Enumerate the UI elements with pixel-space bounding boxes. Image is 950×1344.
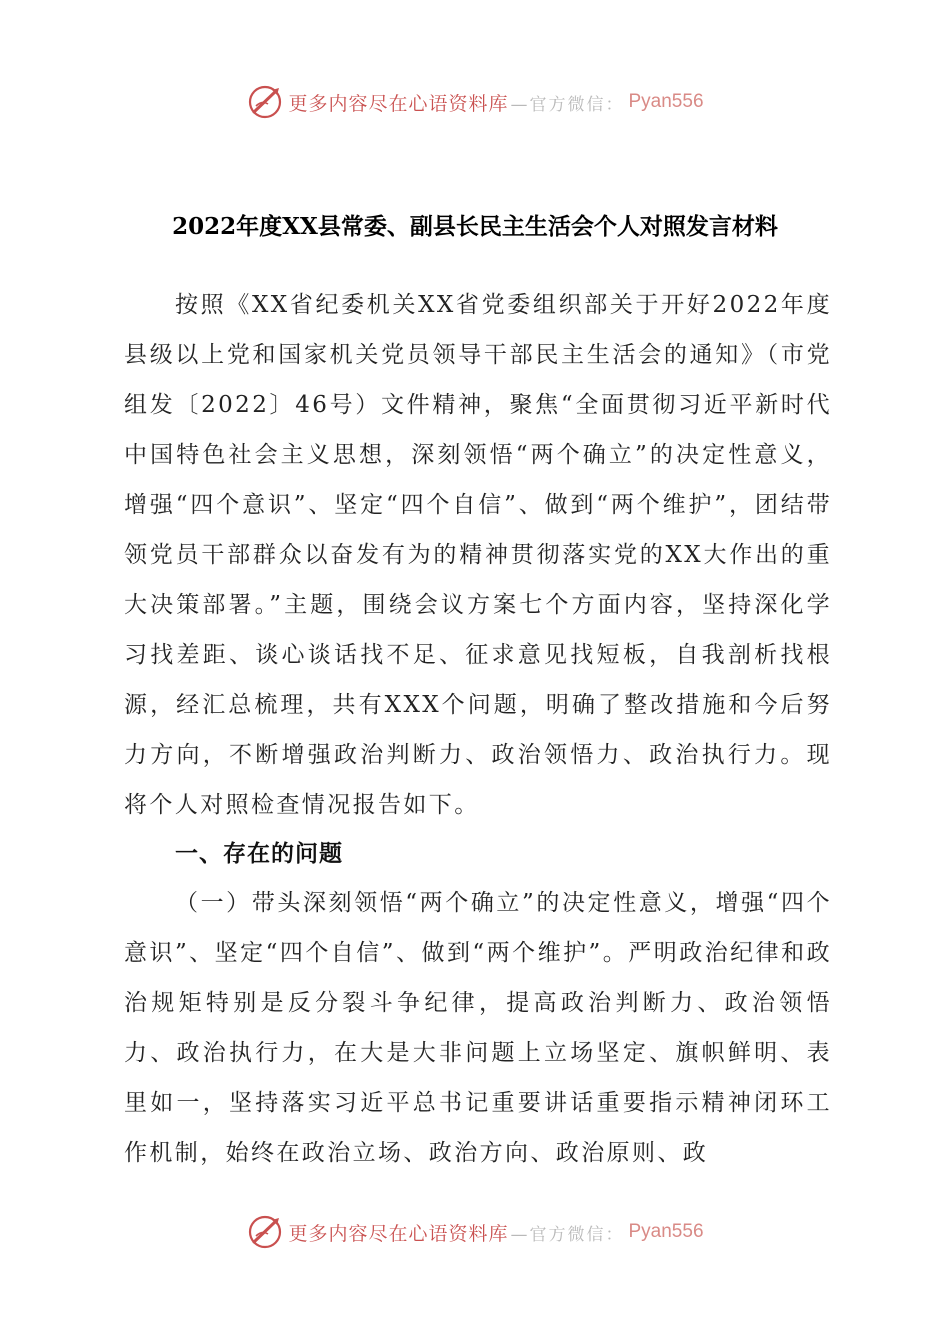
header-watermark — [0, 82, 950, 122]
watermark-wechat-id: Pyan556 — [628, 1221, 704, 1242]
watermark-text: 更多内容尽在心语资料库 — [288, 1222, 509, 1245]
intro-paragraph: 按照《XX省纪委机关XX省党委组织部关于开好2022年度县级以上党和国家机关党员领导干部民主生活会的通知》（市党组发〔2022〕46号）文件精神，聚焦“全面贯彻习近平新时代中国特色社会主义思想，深刻领悟“两个确立”的决定性意义，增强“四个意识”、坚定“四个自信”、做到“两个维护”，团结带领党员干部群众以奋发有为的精神贯彻落实党的XX大作出的重大决策部署。”主题，围绕会议方案七个方面内容，坚持深化学习找差距、谈心谈话找不足、征求意见找短板，自我剖析找根源，经汇总梳理，共有XXX个问题，明确了整改措施和今后努力方向，不断增强政治判断力、政治领悟力、政治执行力。现将个人对照检查情况报告如下。 — [124, 292, 832, 818]
watermark-separator: —官方微信： — [510, 94, 625, 115]
pen-logo-icon — [246, 1212, 286, 1252]
watermark-separator: —官方微信： — [510, 1224, 625, 1245]
watermark-text: 更多内容尽在心语资料库 — [288, 92, 509, 115]
subsection-paragraph: （一）带头深刻领悟“两个确立”的决定性意义，增强“四个意识”、坚定“四个自信”、做到“两个维护”。严明政治纪律和政治规矩特别是反分裂斗争纪律，提高政治判断力、政治领悟力、政治执行力，在大是大非问题上立场坚定、旗帜鲜明、表里如一，坚持落实习近平总书记重要讲话重要指示精神闭环工作机制，始终在政治立场、政治方向、政治原则、政 — [124, 890, 832, 1166]
document-title: 2022年度XX县常委、副县长民主生活会个人对照发言材料 — [172, 213, 778, 240]
watermark-wechat-id: Pyan556 — [628, 91, 704, 112]
pen-logo-icon — [246, 82, 286, 122]
footer-watermark — [0, 1212, 950, 1252]
section-heading: 一、存在的问题 — [175, 841, 343, 867]
